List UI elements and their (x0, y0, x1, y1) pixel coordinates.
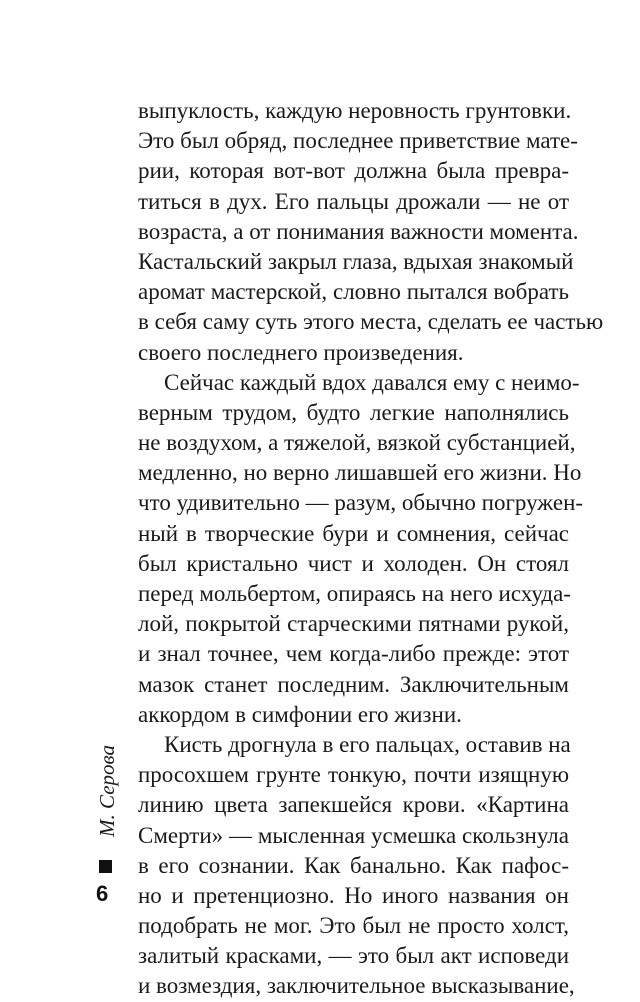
page-marker-square (99, 860, 112, 873)
text-line: своего последнего произведения. (138, 339, 464, 365)
text-line: и знал точнее, чем когда-либо прежде: этот (138, 641, 569, 667)
text-line: подобрать не мог. Это был не просто холст, (138, 913, 569, 939)
text-line: в его сознании. Как банально. Как пафос- (138, 852, 569, 878)
text-line: мазок станет последним. Заключительным (138, 671, 569, 697)
text-line: верным трудом, будто легкие наполнялись (138, 399, 569, 425)
text-line: лой, покрытой старческими пятнами рукой, (138, 611, 569, 637)
text-line: Это был обряд, последнее приветствие мате- (138, 128, 578, 154)
text-line: Кастальский закрыл глаза, вдыхая знакомый (138, 248, 574, 274)
paragraph-3 (138, 730, 575, 1002)
text-line: что удивительно — разум, обычно погружен- (138, 490, 584, 516)
text-line: Смерти» — мысленная усмешка скользнула (138, 822, 569, 848)
text-line: аккордом в симфонии его жизни. (138, 701, 462, 727)
text-line: рии, которая вот-вот должна была превра- (138, 158, 569, 184)
paragraph-1 (138, 96, 604, 368)
paragraph-2 (138, 368, 584, 730)
text-line: не воздухом, а тяжелой, вязкой субстанцией, (138, 430, 576, 456)
text-line: возраста, а от понимания важности момента. (138, 218, 579, 244)
text-line: ный в творческие бури и сомнения, сейчас (138, 520, 569, 546)
text-line: перед мольбертом, опираясь на него исхуда- (138, 581, 571, 606)
page-number: 6 (96, 881, 109, 906)
text-line: залитый красками, — это был акт исповеди (138, 943, 569, 969)
text-line: в себя саму суть этого места, сделать ее частью (138, 309, 604, 335)
text-line: и возмездия, заключительное высказывание, (138, 973, 575, 999)
text-line: титься в дух. Его пальцы дрожали — не от (138, 188, 569, 214)
text-line: Кисть дрогнула в его пальцах, оставив на (164, 731, 571, 757)
body-text (138, 96, 604, 1002)
text-line: аромат мастерской, словно пытался вобрать (138, 279, 569, 305)
text-line: линию цвета запекшейся крови. «Картина (138, 792, 569, 818)
text-line: медленно, но верно лишавшей его жизни. Но (138, 460, 582, 486)
text-line: Сейчас каждый вдох давался ему с неимо- (164, 369, 580, 395)
running-head-author: М. Серова (95, 745, 119, 837)
text-line: был кристально чист и холоден. Он стоял (138, 550, 569, 576)
text-line: но и претенциозно. Но иного названия он (138, 882, 569, 908)
text-line: просохшем грунте тонкую, почти изящную (138, 762, 569, 788)
text-line: выпуклость, каждую неровность грунтовки. (138, 98, 572, 123)
